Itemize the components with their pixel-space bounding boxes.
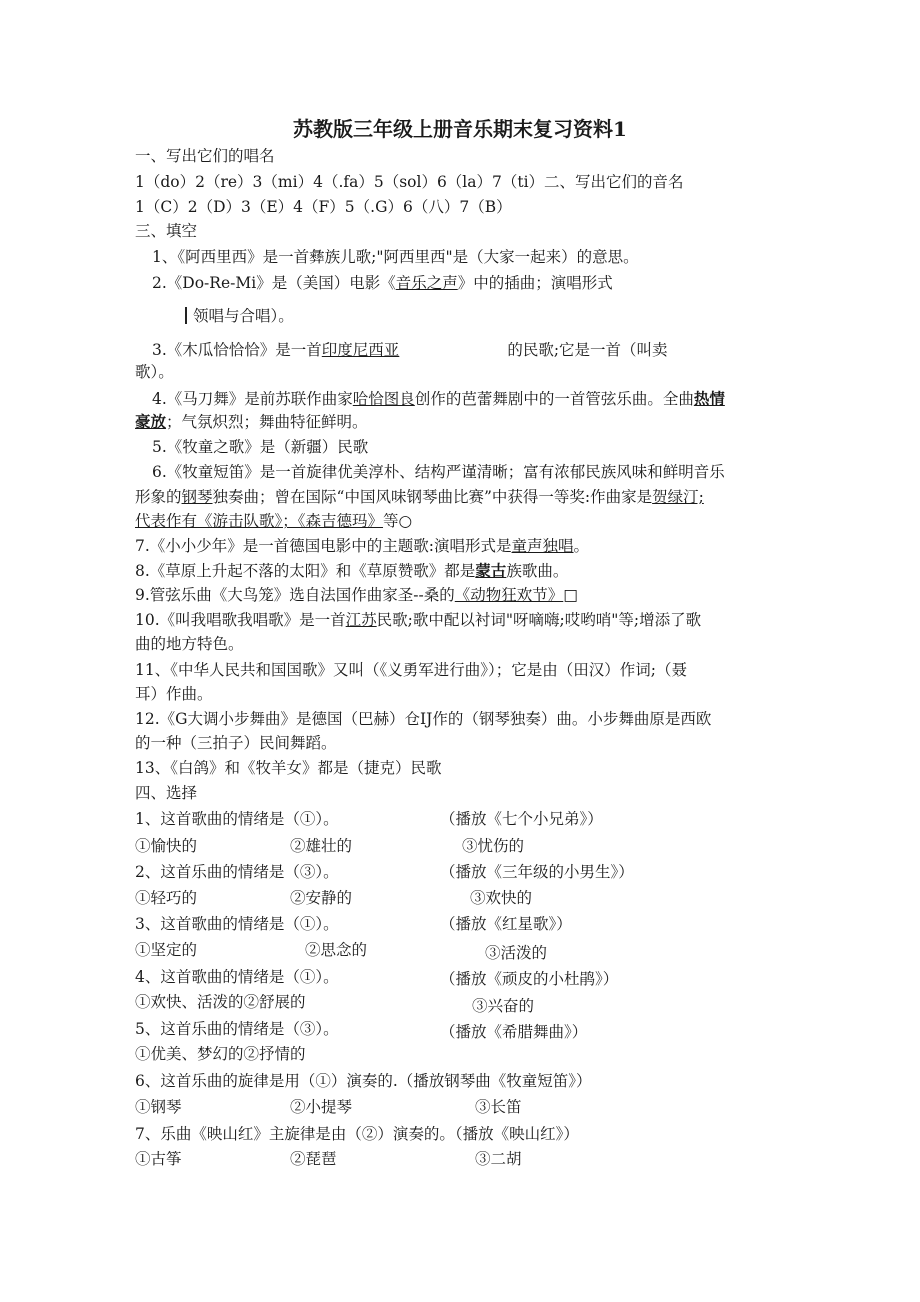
text-span: 创作的芭蕾舞剧中的一首管弦乐曲。全曲 (414, 390, 694, 408)
fill-q4-line1 (152, 389, 725, 409)
answer-span: 音乐之声 (395, 274, 458, 292)
fill-q3-line2: 歌）。 (135, 363, 174, 381)
text-span: 》中的插曲；演唱形式 (457, 274, 613, 292)
choice-option: ②小提琴 (290, 1098, 353, 1116)
fill-q6-line1: 6.《牧童短笛》是一首旋律优美淳朴、结构严谨清晰；富有浓郁民族风味和鲜明音乐 (152, 463, 725, 481)
answer-span: 哈恰图良 (352, 390, 415, 408)
choice-option: ①欢快、活泼的②舒展的 (135, 993, 306, 1011)
choice-question: 3、这首歌曲的情绪是（①）。 (135, 915, 339, 933)
choice-option: ①优美、梦幻的②抒情的 (135, 1045, 306, 1063)
section3-heading: 三、填空 (135, 222, 198, 240)
choice-question: 6、这首乐曲的旋律是用（①）演奏的.（播放钢琴曲《牧童短笛》） (135, 1072, 592, 1090)
text-span: □ (563, 586, 578, 604)
choice-question: 1、这首歌曲的情绪是（①）。 (135, 810, 339, 828)
choice-play-note: （播放《顽皮的小杜鹃》） (440, 970, 619, 988)
text-span: 民歌;歌中配以衬词"呀嘀嗨;哎哟哨"等;增添了歌 (376, 611, 702, 629)
choice-option: ①钢琴 (135, 1098, 182, 1116)
choice-option: ③兴奋的 (472, 997, 535, 1015)
choice-question: 2、这首乐曲的情绪是（③）。 (135, 863, 339, 881)
fill-q2-line1 (152, 273, 613, 293)
answer-span: 贺绿汀; (652, 488, 704, 506)
choice-option: ②雄壮的 (290, 837, 353, 855)
section1-line: 1（do）2（re）3（mi）4（.fa）5（sol）6（la）7（ti）二、写出它们的音名 (135, 173, 684, 191)
answer-span: 童声独唱 (511, 537, 574, 555)
choice-question: 4、这首歌曲的情绪是（①）。 (135, 968, 339, 986)
text-span: 独奏曲；曾在国际“中国风味钢琴曲比赛”中获得一等奖:作曲家是 (212, 488, 653, 506)
text-span: 形象的 (135, 488, 182, 506)
fill-q6-line3 (135, 511, 412, 531)
fill-q13: 13、《白鸽》和《牧羊女》都是（捷克）民歌 (135, 759, 442, 777)
answer-span: 江苏 (345, 611, 377, 629)
text-span: 10.《叫我唱歌我唱歌》是一首 (135, 611, 346, 629)
answer-span: 印度尼西亚 (321, 341, 400, 359)
text-span: 。 (573, 537, 590, 555)
fill-q8 (135, 561, 568, 581)
choice-option: ①坚定的 (135, 941, 198, 959)
text-span: 8.《草原上升起不落的太阳》和《草原赞歌》都是 (135, 562, 476, 580)
choice-question: 5、这首乐曲的情绪是（③）。 (135, 1020, 339, 1038)
choice-play-note: （播放《三年级的小男生》） (440, 863, 634, 881)
choice-play-note: （播放《七个小兄弟》） (440, 810, 603, 828)
fill-q7 (135, 536, 589, 556)
text-span: 领唱与合唱）。 (193, 307, 294, 325)
fill-q6-line2 (135, 487, 704, 507)
text-span: 等○ (383, 512, 413, 530)
choice-option: ③长笛 (475, 1098, 522, 1116)
text-cursor-bar (185, 307, 187, 324)
choice-play-note: （播放《红星歌》） (440, 915, 572, 933)
choice-option: ③忧伤的 (462, 837, 525, 855)
choice-option: ①轻巧的 (135, 889, 198, 907)
answer-span: 蒙古 (475, 561, 507, 580)
fill-q10-line1 (135, 610, 701, 630)
fill-q11-line2: 耳）作曲。 (135, 685, 213, 703)
fill-q11-line1: 11、《中华人民共和国国歌》又叫（《义勇军进行曲》）；它是由（田汉）作词;（聂 (135, 661, 687, 679)
answer-span: 钢琴 (181, 488, 213, 506)
section2-line: 1（C）2（D）3（E）4（F）5（.G）6（八）7（B） (135, 198, 512, 216)
fill-q3-line1 (152, 340, 668, 360)
page-title: 苏教版三年级上册音乐期末复习资料1 (293, 117, 627, 141)
fill-q1: 1、《阿西里西》是一首彝族儿歌;"阿西里西"是（大家一起来）的意思。 (152, 248, 639, 266)
answer-span: 豪放 (135, 412, 167, 431)
text-span: 2.《Do-Re-Mi》是（美国）电影《 (152, 274, 396, 292)
fill-q9 (135, 585, 578, 605)
section4-heading: 四、选择 (135, 784, 198, 802)
fill-q4-line2 (135, 412, 368, 432)
fill-q5: 5.《牧童之歌》是（新疆）民歌 (152, 438, 369, 456)
fill-q10-line2: 曲的地方特色。 (135, 635, 244, 653)
answer-span: 《动物狂欢节》 (454, 586, 564, 604)
choice-option: ②安静的 (290, 889, 353, 907)
answer-span: 代表作有《游击队歌》；《森吉德玛》 (135, 512, 384, 530)
choice-option: ③活泼的 (485, 944, 548, 962)
choice-option: ②琵琶 (290, 1150, 337, 1168)
fill-q12-line1: 12.《G大调小步舞曲》是德国（巴赫）仓IJ作的（钢琴独奏）曲。小步舞曲原是西欧 (135, 710, 712, 728)
text-span: 3.《木瓜恰恰恰》是一首 (152, 341, 322, 359)
answer-span: 热情 (693, 389, 725, 408)
choice-option: ①愉快的 (135, 837, 198, 855)
section1-heading: 一、写出它们的唱名 (135, 147, 275, 165)
text-span: 7.《小小少年》是一首德国电影中的主题歌:演唱形式是 (135, 537, 512, 555)
text-span: ；气氛炽烈；舞曲特征鲜明。 (166, 413, 368, 431)
choice-option: ③欢快的 (470, 889, 533, 907)
fill-q2-line2 (185, 306, 294, 326)
text-span: 的民歌;它是一首（叫卖 (507, 341, 668, 359)
text-span: 9.管弦乐曲《大鸟笼》选自法国作曲家圣--桑的 (135, 586, 455, 604)
choice-play-note: （播放《希腊舞曲》） (440, 1023, 588, 1041)
choice-option: ①古筝 (135, 1150, 182, 1168)
choice-question: 7、乐曲《映山红》主旋律是由（②）演奏的。（播放《映山红》） (135, 1125, 579, 1143)
fill-q12-line2: 的一种（三拍子）民间舞蹈。 (135, 734, 337, 752)
text-span: 4.《马刀舞》是前苏联作曲家 (152, 390, 353, 408)
choice-option: ②思念的 (305, 941, 368, 959)
text-span: 族歌曲。 (506, 562, 569, 580)
choice-option: ③二胡 (475, 1150, 522, 1168)
